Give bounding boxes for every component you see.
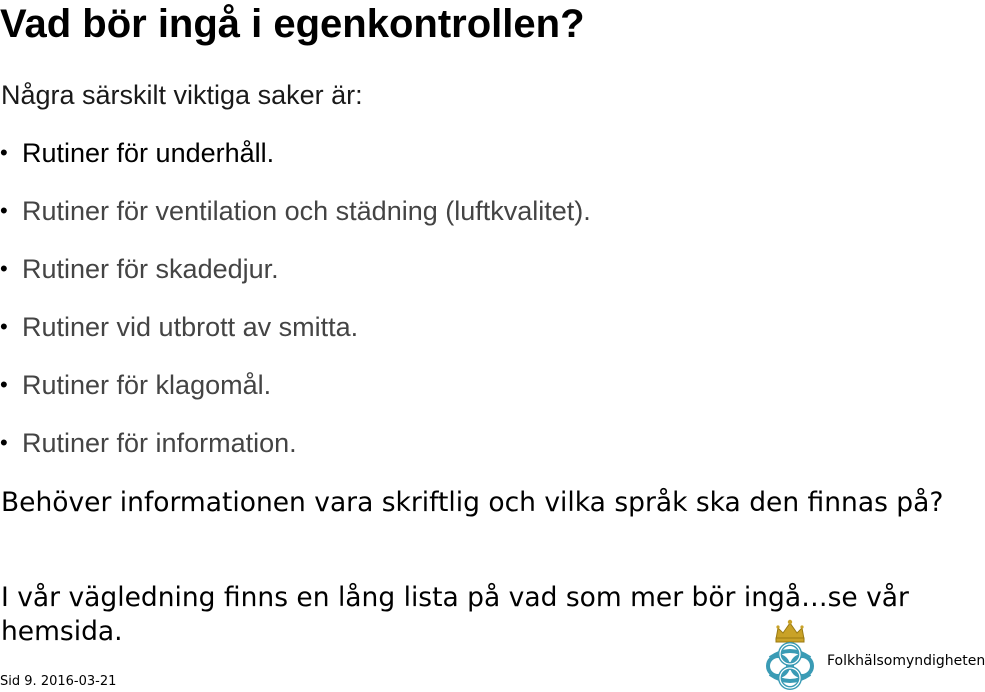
slide-title: Vad bör ingå i egenkontrollen? xyxy=(0,2,585,46)
bullet-list xyxy=(0,137,591,485)
list-item xyxy=(0,311,591,369)
list-item xyxy=(0,427,591,485)
bullet-icon: • xyxy=(0,140,8,165)
slide-date: 2016-03-21 xyxy=(40,674,117,689)
list-item xyxy=(0,195,591,253)
bullet-icon: • xyxy=(0,256,8,281)
list-item-text: Rutiner för skadedjur. xyxy=(22,254,279,284)
bullet-icon: • xyxy=(0,430,8,455)
list-item-text: Rutiner för information. xyxy=(22,428,297,458)
guidance-paragraph: I vår vägledning finns en lång lista på vad som mer bör ingå…se vår hemsida. xyxy=(1,582,909,647)
intro-text: Några särskilt viktiga saker är: xyxy=(1,80,363,110)
list-item-text: Rutiner för underhåll. xyxy=(22,138,275,168)
list-item xyxy=(0,369,591,427)
language-question-paragraph: Behöver informationen vara skriftlig och vilka språk ska den finnas på? xyxy=(1,487,944,518)
list-item-text: Rutiner för ventilation och städning (luftkvalitet). xyxy=(22,196,591,226)
crown-knot-emblem-icon xyxy=(755,618,825,690)
bullet-icon: • xyxy=(0,372,8,397)
bullet-icon: • xyxy=(0,314,8,339)
bullet-icon: • xyxy=(0,198,8,223)
page-label: Sid xyxy=(0,674,21,689)
list-item xyxy=(0,253,591,311)
agency-logo xyxy=(755,618,985,690)
list-item-text: Rutiner för klagomål. xyxy=(22,370,272,400)
list-item-text: Rutiner vid utbrott av smitta. xyxy=(22,312,359,342)
slide-footer xyxy=(0,674,116,690)
agency-name: Folkhälsomyndigheten xyxy=(827,653,985,669)
page-number: 9. xyxy=(24,674,37,689)
list-item xyxy=(0,137,591,195)
